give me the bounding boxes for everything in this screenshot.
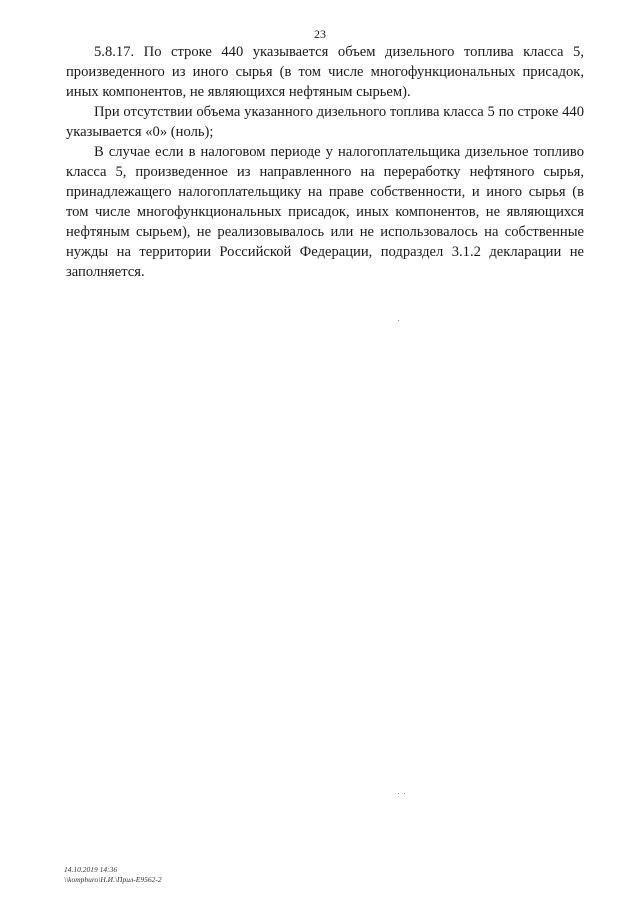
footer-stamp xyxy=(64,865,162,885)
page-number: 23 xyxy=(314,27,326,41)
paragraph-2: При отсутствии объема указанного дизельного топлива класса 5 по строке 440 указывается «0» (ноль); xyxy=(66,104,584,140)
document-body xyxy=(66,42,584,282)
footer-file-path: \\kompburo\Н.И.\Прил-Е9562-2 xyxy=(64,875,162,884)
scan-speck xyxy=(398,793,399,794)
scan-speck xyxy=(404,793,405,794)
footer-timestamp: 14.10.2019 14:36 xyxy=(64,865,118,874)
scan-speck xyxy=(398,320,399,321)
paragraph-1: 5.8.17. По строке 440 указывается объем дизельного топлива класса 5, произведенного из иного сырья (в том числе многофункциональных присадок, иных компонентов, не являющихся нефтяным сырьем). xyxy=(66,44,584,100)
paragraph-3: В случае если в налоговом периоде у налогоплательщика дизельное топливо класса 5, произведенное из направленного на переработку нефтяного сырья, принадлежащего налогоплательщику на праве собственности, и иного сырья (в том числе многофункциональных присадок, иных компонентов, не являющихся нефтяным сырьем), не реализовывалось или не использовалось на собственные нужды на территории Российской Федерации, подраздел 3.1.2 декларации не заполняется. xyxy=(66,144,584,280)
